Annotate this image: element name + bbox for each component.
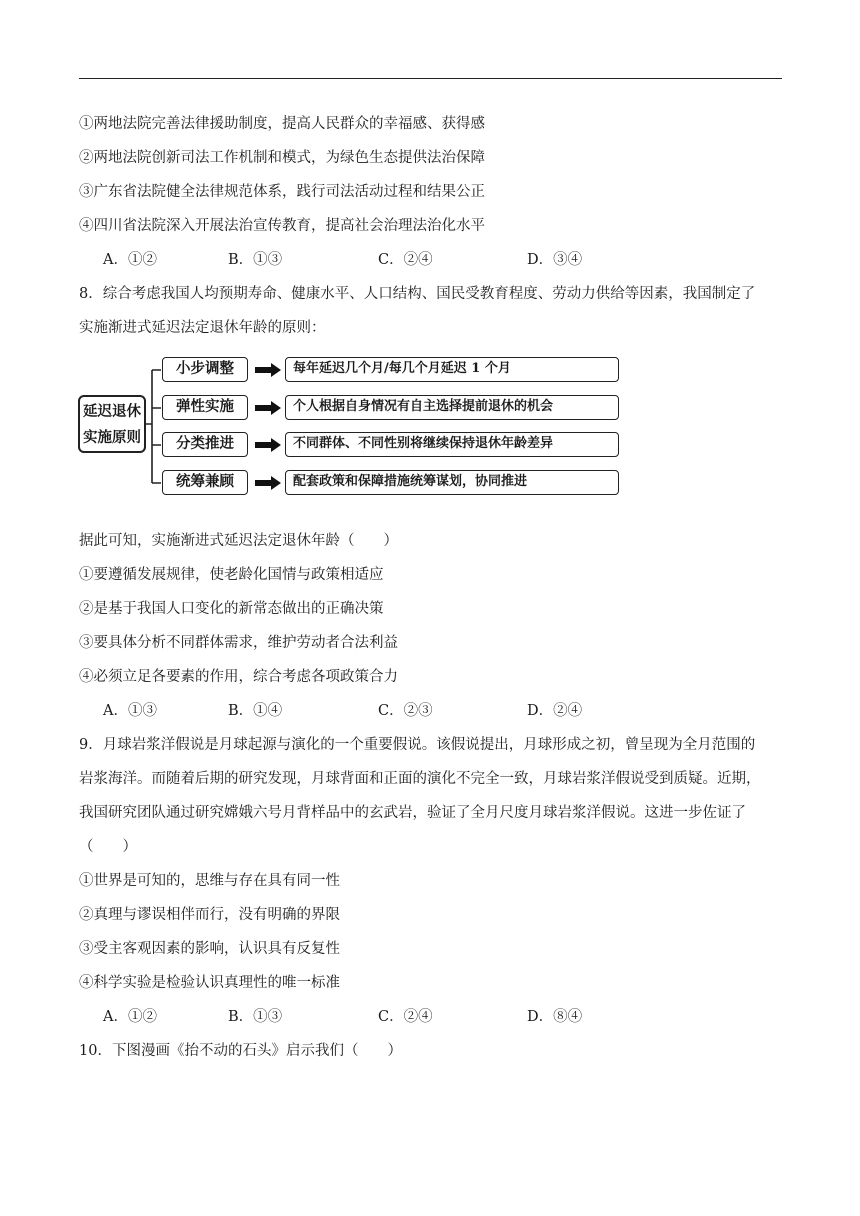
q9-stem-line2: 岩浆海洋。而随着后期的研究发现，月球背面和正面的演化不完全一致，月球岩浆洋假说受到质疑。近期， <box>79 771 761 787</box>
q8-option-d[interactable]: D．②④ <box>527 703 583 719</box>
q7-option-c[interactable]: C．②④ <box>378 252 433 268</box>
q8-stem-line1: 8．综合考虑我国人均预期寿命、健康水平、人口结构、国民受教育程度、劳动力供给等因素，我国制定了 <box>79 286 756 302</box>
q9-statement-2: ②真理与谬误相伴而行，没有明确的界限 <box>79 907 340 923</box>
q7-statement-3: ③广东省法院健全法律规范体系，践行司法活动过程和结果公正 <box>79 184 485 200</box>
q8-statement-3: ③要具体分析不同群体需求，维护劳动者合法利益 <box>79 635 398 651</box>
q8-option-a[interactable]: A．①③ <box>103 703 157 719</box>
q9-option-b[interactable]: B．①③ <box>228 1009 283 1025</box>
q8-option-c[interactable]: C．②③ <box>378 703 433 719</box>
q9-statement-3: ③受主客观因素的影响，认识具有反复性 <box>79 941 340 957</box>
diagram-tag-1: 小步调整 <box>162 357 248 382</box>
arrow-right-icon <box>255 363 281 377</box>
q9-stem-line3: 我国研究团队通过研究嫦娥六号月背样品中的玄武岩，验证了全月尺度月球岩浆洋假说。这进一步佐证了 <box>79 805 746 821</box>
q7-statement-2: ②两地法院创新司法工作机制和模式，为绿色生态提供法治保障 <box>79 150 485 166</box>
q8-option-b[interactable]: B．①④ <box>228 703 283 719</box>
header-rule <box>79 78 782 79</box>
q8-statement-1: ①要遵循发展规律，使老龄化国情与政策相适应 <box>79 567 384 583</box>
q7-statement-1: ①两地法院完善法律援助制度，提高人民群众的幸福感、获得感 <box>79 116 485 132</box>
q8-question: 据此可知，实施渐进式延迟法定退休年龄（ ） <box>79 533 398 549</box>
diagram-main-box <box>78 395 146 453</box>
q9-stem-line4: （ ） <box>79 839 137 855</box>
q7-option-b[interactable]: B．①③ <box>228 252 283 268</box>
q9-statement-4: ④科学实验是检验认识真理性的唯一标准 <box>79 975 340 991</box>
q8-statement-4: ④必须立足各要素的作用，综合考虑各项政策合力 <box>79 669 398 685</box>
diagram-tag-3: 分类推进 <box>162 432 248 457</box>
q7-option-d[interactable]: D．③④ <box>527 252 583 268</box>
q9-stem-line1: 9．月球岩浆洋假说是月球起源与演化的一个重要假说。该假说提出，月球形成之初，曾呈现为全月范围的 <box>79 737 756 753</box>
retirement-principles-diagram <box>78 352 628 502</box>
q7-options <box>79 248 782 268</box>
diagram-desc-3: 不同群体、不同性别将继续保持退休年龄差异 <box>285 432 619 457</box>
diagram-desc-1: 每年延迟几个月/每几个月延迟 1 个月 <box>285 357 619 382</box>
arrow-right-icon <box>255 476 281 490</box>
q9-options <box>79 1005 782 1025</box>
diagram-desc-2: 个人根据自身情况有自主选择提前退休的机会 <box>285 395 619 420</box>
arrow-right-icon <box>255 401 281 415</box>
diagram-tag-2: 弹性实施 <box>162 395 248 420</box>
q9-option-c[interactable]: C．②④ <box>378 1009 433 1025</box>
q8-statement-2: ②是基于我国人口变化的新常态做出的正确决策 <box>79 601 384 617</box>
q8-stem-line2: 实施渐进式延迟法定退休年龄的原则： <box>79 320 326 336</box>
q7-option-a[interactable]: A．①② <box>103 252 157 268</box>
q8-options <box>79 699 782 719</box>
q9-option-a[interactable]: A．①② <box>103 1009 157 1025</box>
diagram-desc-4: 配套政策和保障措施统筹谋划，协同推进 <box>285 470 619 495</box>
diagram-main-line2: 实施原则 <box>83 430 141 446</box>
q9-statement-1: ①世界是可知的，思维与存在具有同一性 <box>79 873 340 889</box>
q10-stem: 10．下图漫画《抬不动的石头》启示我们（ ） <box>79 1043 402 1059</box>
diagram-tag-4: 统筹兼顾 <box>162 470 248 495</box>
arrow-right-icon <box>255 438 281 452</box>
q7-statement-4: ④四川省法院深入开展法治宣传教育，提高社会治理法治化水平 <box>79 218 485 234</box>
diagram-main-line1: 延迟退休 <box>83 404 141 420</box>
q9-option-d[interactable]: D．⑧④ <box>527 1009 583 1025</box>
